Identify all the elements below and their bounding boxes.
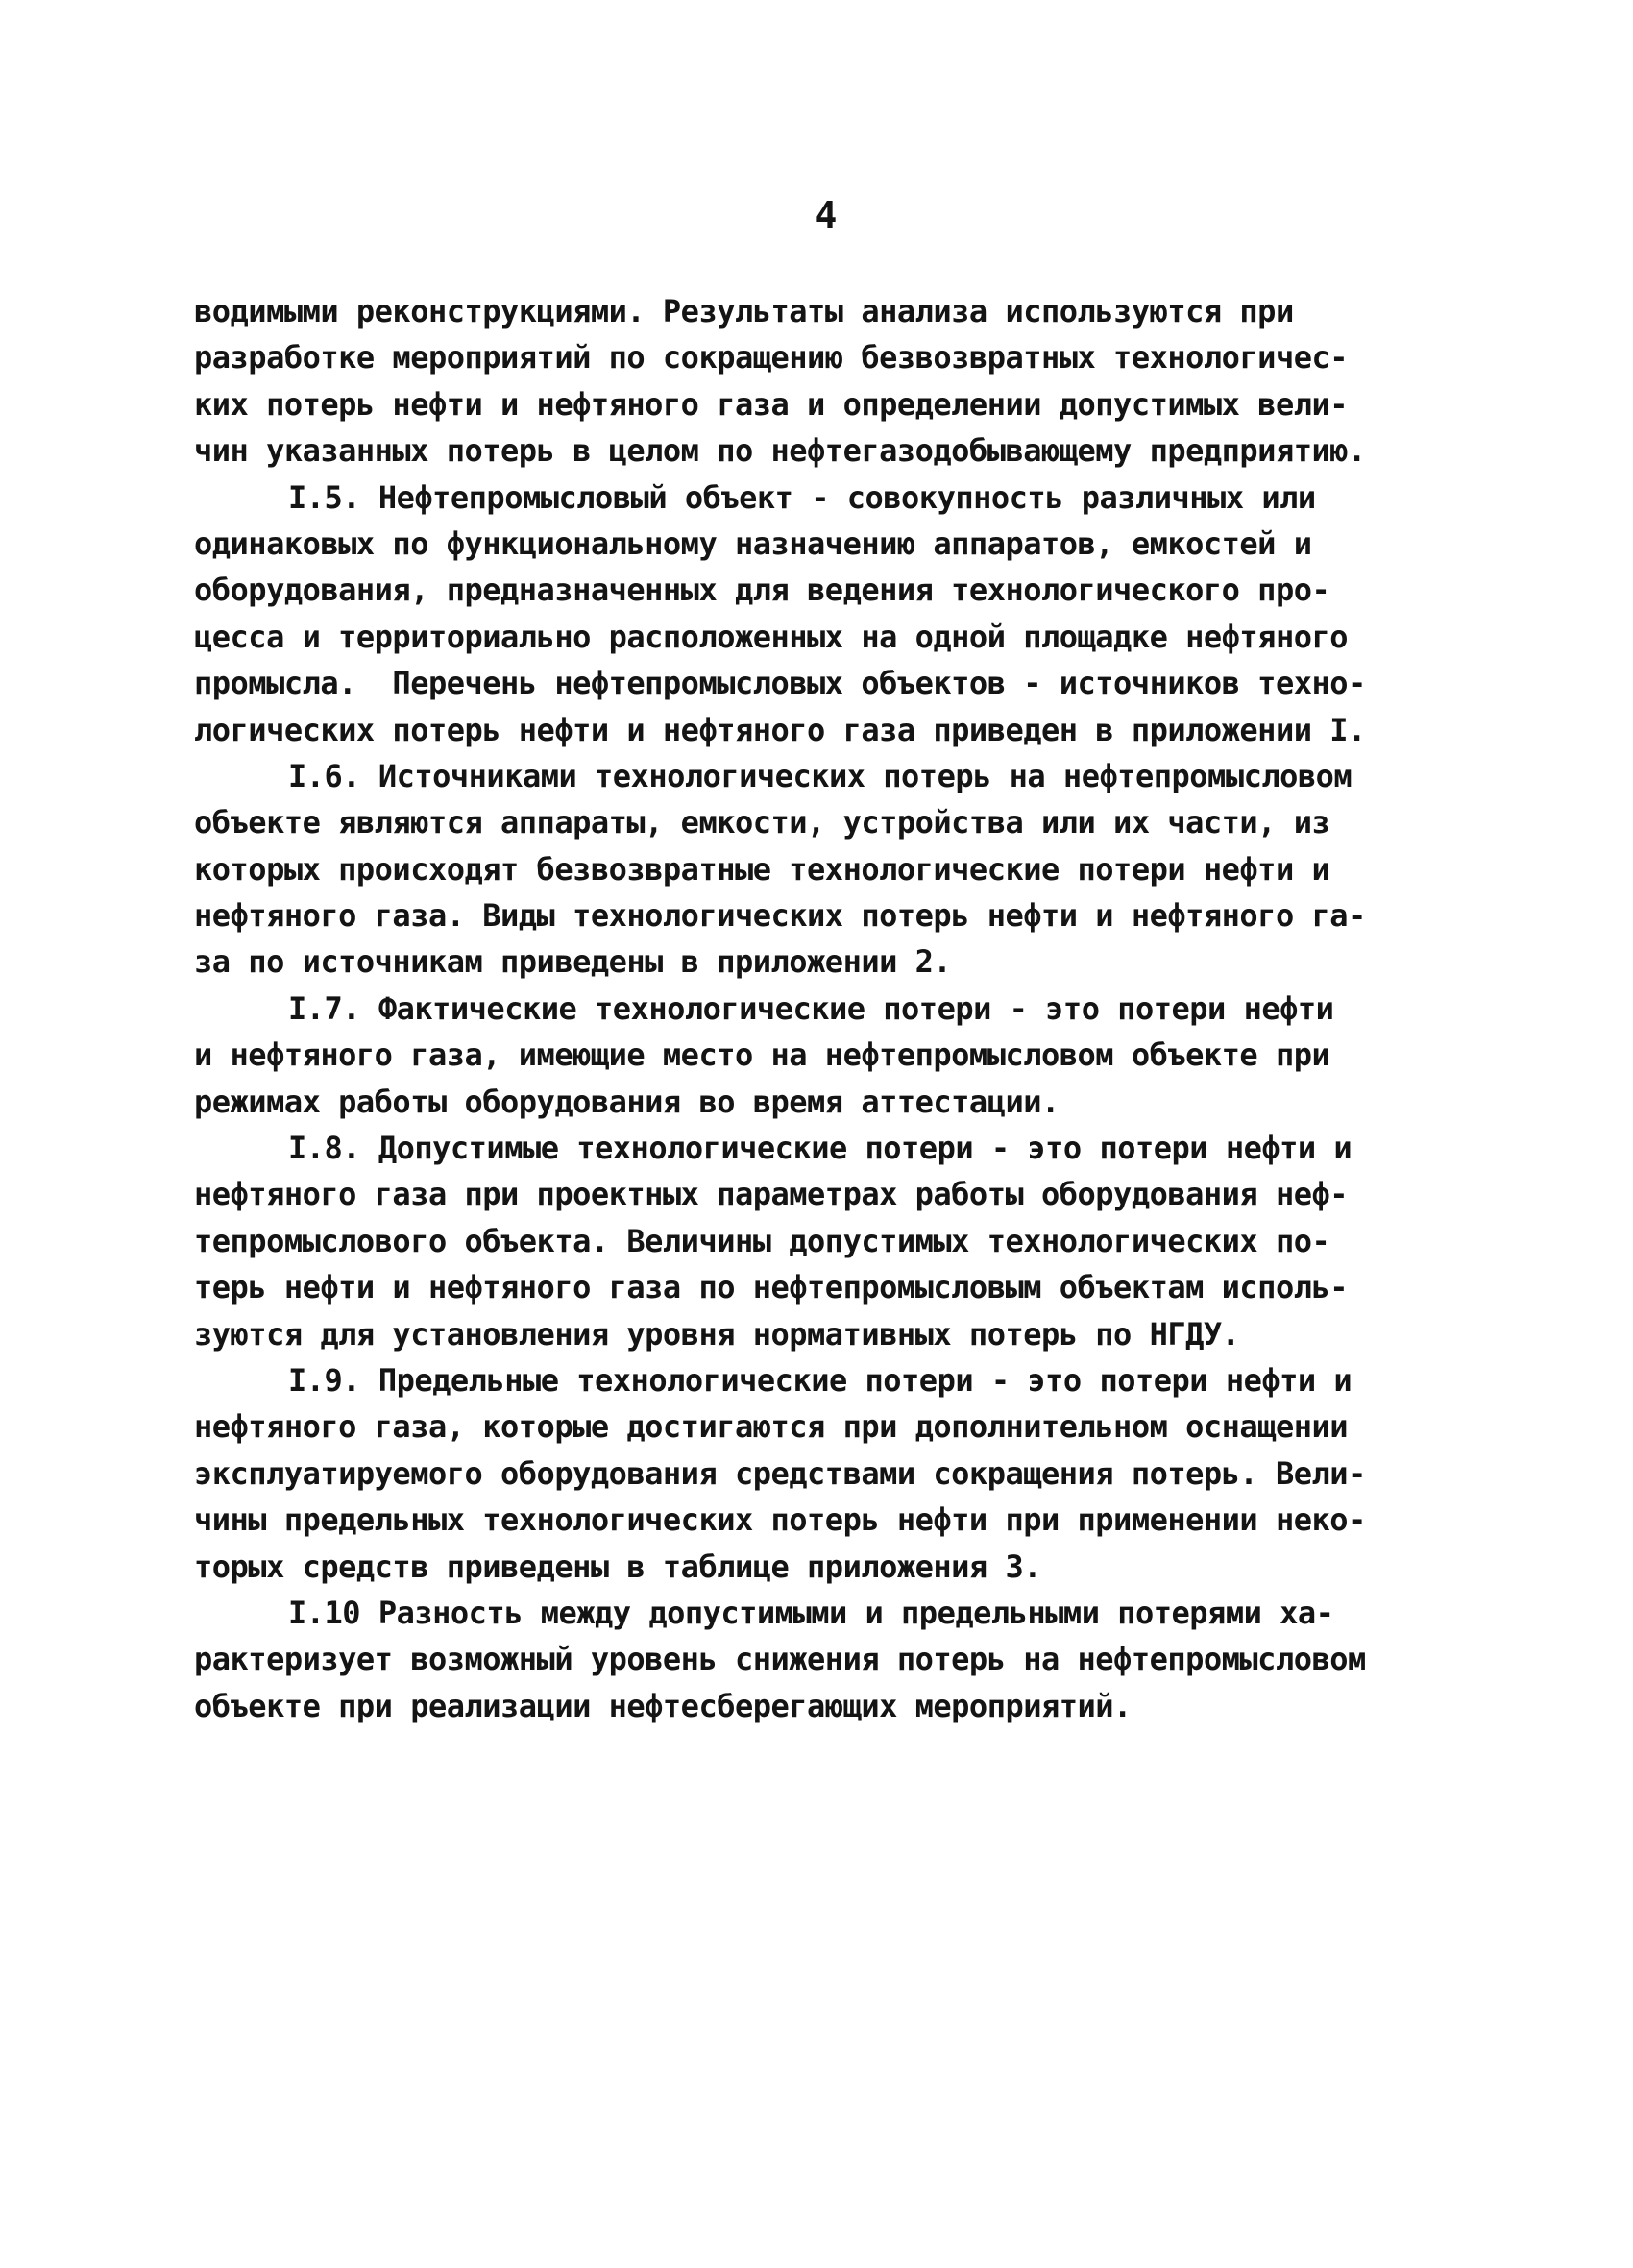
text-line: тепромыслового объекта. Величины допустимых технологических по- [194,1222,1330,1259]
paragraph-first-line: I.6. Источниками технологических потерь на нефтепромысловом [288,757,1353,794]
text-line: рактеризует возможный уровень снижения потерь на нефтепромысловом [194,1641,1366,1678]
text-line: нефтяного газа, которые достигаются при дополнительном оснащении [194,1408,1348,1446]
text-line: и нефтяного газа, имеющие место на нефтепромысловом объекте при [194,1036,1330,1074]
body-text [194,288,1443,1729]
text-line: за по источникам приведены в приложении 2. [194,943,952,981]
text-line: нефтяного газа. Виды технологических потерь нефти и нефтяного га- [194,897,1366,935]
text-line: оборудования, предназначенных для ведения технологического про- [194,572,1330,609]
text-line: промысла. Перечень нефтепромысловых объектов - источников техно- [194,665,1366,702]
text-line: чины предельных технологических потерь нефти при применении неко- [194,1501,1366,1539]
paragraph-first-line: I.5. Нефтепромысловый объект - совокупность различных или [288,478,1316,516]
text-line: объекте являются аппараты, емкости, устройства или их части, из [194,804,1330,841]
text-line: логических потерь нефти и нефтяного газа приведен в приложении I. [194,711,1366,748]
paragraph-first-line: I.10 Разность между допустимыми и предельными потерями ха- [288,1594,1334,1631]
paragraph-first-line: I.8. Допустимые технологические потери - это потери нефти и [288,1130,1353,1167]
text-line: цесса и территориально расположенных на одной площадке нефтяного [194,618,1348,655]
text-line: режимах работы оборудования во время аттестации. [194,1083,1060,1120]
text-line: чин указанных потерь в целом по нефтегазодобывающему предприятию. [194,432,1366,470]
paragraph-first-line: I.9. Предельные технологические потери - это потери нефти и [288,1361,1353,1399]
page-number: 4 [815,194,838,236]
text-line: ких потерь нефти и нефтяного газа и определении допустимых вели- [194,385,1348,423]
text-line: торых средств приведены в таблице приложения 3. [194,1548,1041,1585]
text-line: эксплуатируемого оборудования средствами сокращения потерь. Вели- [194,1454,1366,1492]
text-line: одинаковых по функциональному назначению аппаратов, емкостей и [194,524,1312,562]
text-line: разработке мероприятий по сокращению безвозвратных технологичес- [194,339,1348,377]
paragraph-first-line: I.7. Фактические технологические потери - это потери нефти [288,989,1334,1027]
text-line: зуются для установления уровня нормативных потерь по НГДУ. [194,1315,1240,1353]
text-line: объекте при реализации нефтесберегающих мероприятий. [194,1687,1132,1724]
text-line: нефтяного газа при проектных параметрах работы оборудования неф- [194,1176,1348,1213]
text-line: водимыми реконструкциями. Результаты анализа используются при [194,293,1294,329]
text-line: терь нефти и нефтяного газа по нефтепромысловым объектам исполь- [194,1269,1348,1306]
text-line: которых происходят безвозвратные технологические потери нефти и [194,850,1330,888]
